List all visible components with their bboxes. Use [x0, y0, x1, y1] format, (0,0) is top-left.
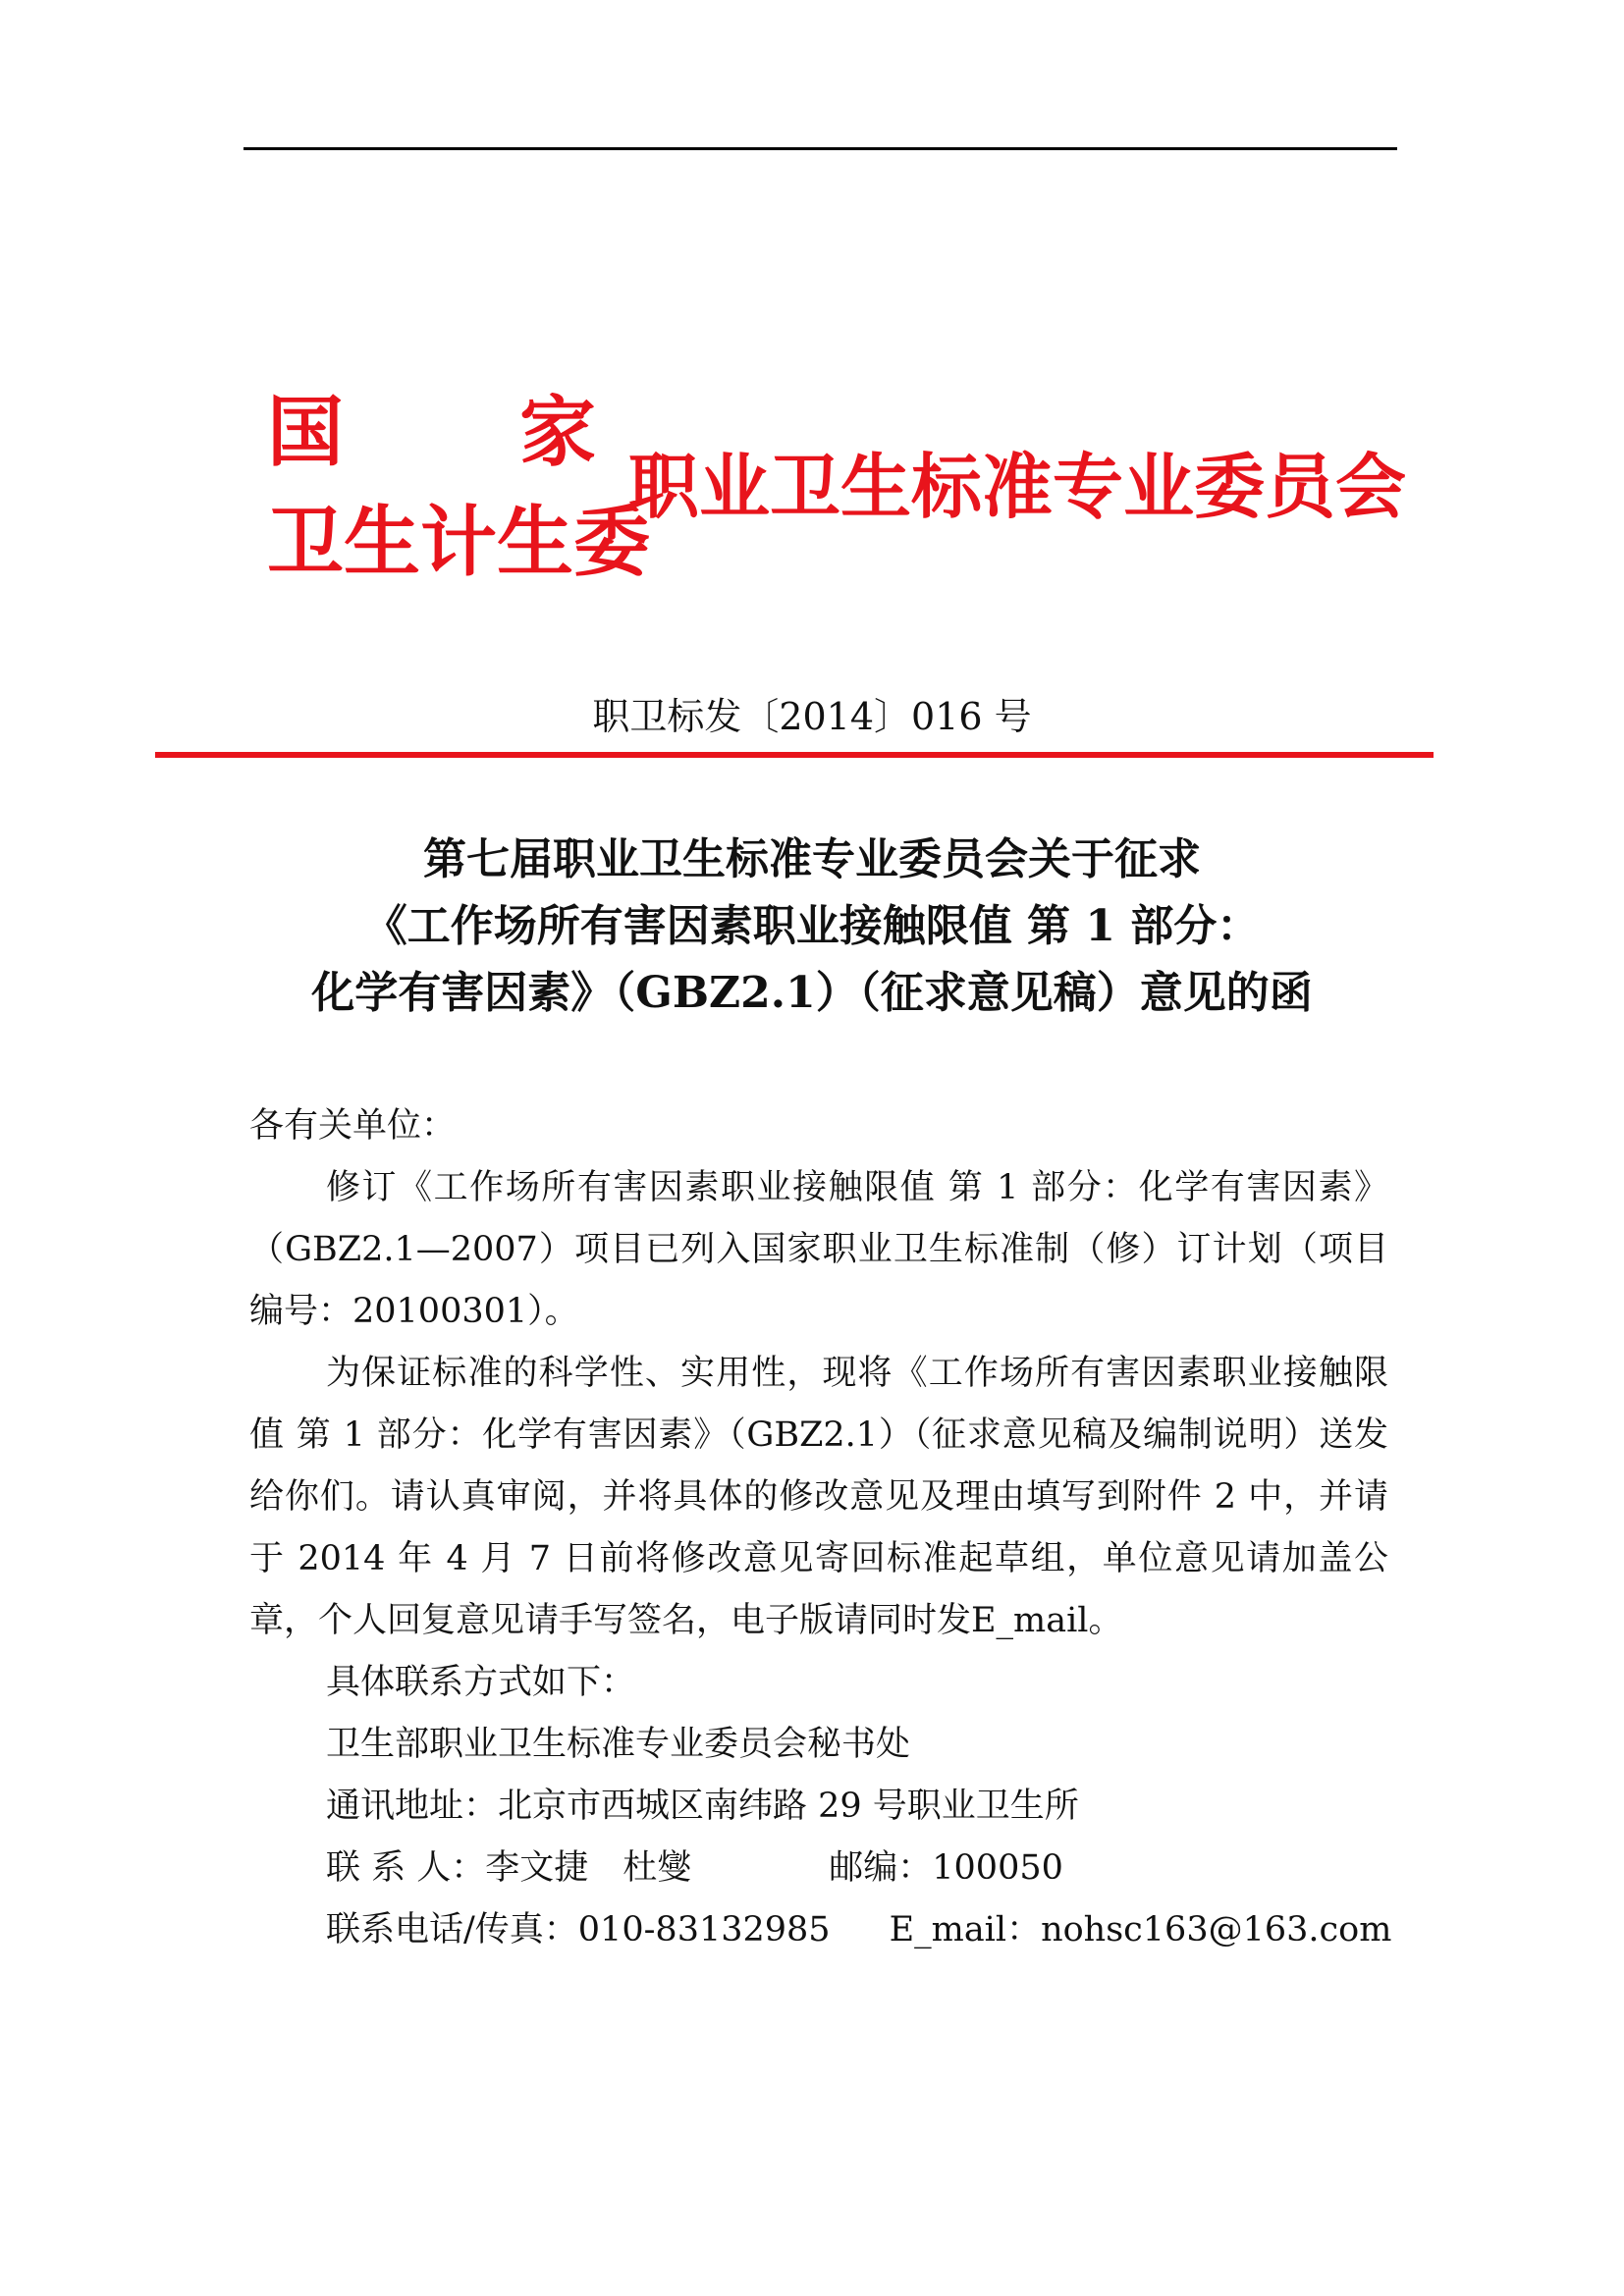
title-line-2: 《工作场所有害因素职业接触限值 第 1 部分： [363, 901, 1261, 951]
contact-intro: 具体联系方式如下： [326, 1663, 636, 1702]
org-left-char-2: 家 [518, 389, 596, 477]
org-left-char-1: 国 [267, 389, 345, 477]
contact-org: 卫生部职业卫生标准专业委员会秘书处 [326, 1725, 911, 1764]
letter-body [249, 1095, 1392, 1961]
red-divider [155, 752, 1434, 758]
contact-address: 通讯地址：北京市西城区南纬路 29 号职业卫生所 [326, 1787, 1079, 1826]
contact-person: 联 系 人：李文捷 杜燮 [326, 1848, 692, 1888]
paragraph-2: 为保证标准的科学性、实用性，现将《工作场所有害因素职业接触限值 第 1 部分：化学有害因素》（GBZ2.1）（征求意见稿及编制说明）送发给你们。请认真审阅，并将具体的修改意见及理由填写到附件 2 中，并请于 2014 年 4 月 7 日前将修改意见寄回标准起草组，单位意见请加盖公章，个人回复意见请手写签名，电子版请同时发E_mail。 [249, 1354, 1388, 1640]
phone-fax: 联系电话/传真：010-83132985 [326, 1910, 831, 1949]
email: E_mail：nohsc163@163.com [889, 1910, 1392, 1949]
document-title [157, 827, 1467, 1027]
paragraph-1: 修订《工作场所有害因素职业接触限值 第 1 部分：化学有害因素》（GBZ2.1—2007）项目已列入国家职业卫生标准制（修）订计划（项目编号：20100301）。 [249, 1168, 1388, 1331]
contact-phone-row [249, 1899, 1392, 1961]
org-left-block [267, 378, 651, 598]
org-left-line2: 卫生计生委 [267, 499, 651, 587]
title-line-1: 第七届职业卫生标准专业委员会关于征求 [423, 834, 1201, 884]
title-line-3: 化学有害因素》（GBZ2.1）（征求意见稿）意见的函 [311, 968, 1313, 1018]
salutation: 各有关单位： [249, 1106, 457, 1146]
postcode: 邮编：100050 [829, 1848, 1063, 1888]
document-number: 职卫标发〔2014〕016 号 [592, 695, 1032, 738]
top-rule [244, 147, 1397, 150]
contact-person-row [249, 1838, 1388, 1899]
org-right-name: 职业卫生标准专业委员会 [628, 446, 1407, 528]
